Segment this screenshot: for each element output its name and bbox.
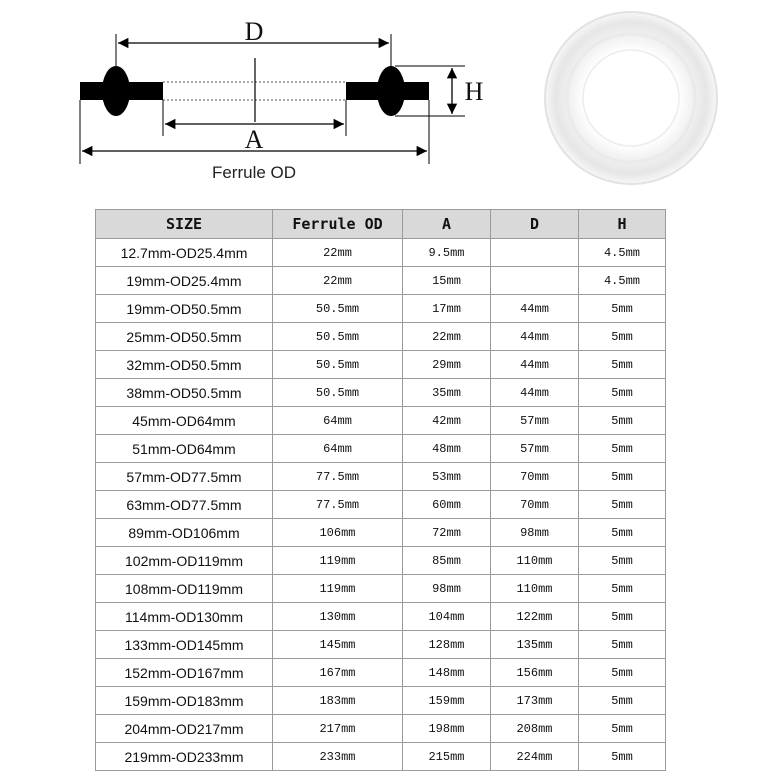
table-row (96, 659, 666, 687)
d-cell (491, 267, 579, 295)
ferrule-od-cell: 64mm (273, 407, 403, 435)
size-cell: 38mm-OD50.5mm (96, 379, 273, 407)
table-row (96, 351, 666, 379)
a-cell: 148mm (403, 659, 491, 687)
size-cell: 152mm-OD167mm (96, 659, 273, 687)
d-cell (491, 239, 579, 267)
a-cell: 72mm (403, 519, 491, 547)
d-cell: 98mm (491, 519, 579, 547)
ferrule-od-cell: 22mm (273, 239, 403, 267)
table-row (96, 519, 666, 547)
a-cell: 9.5mm (403, 239, 491, 267)
ferrule-od-cell: 119mm (273, 575, 403, 603)
table-header-row (96, 210, 666, 239)
h-cell: 5mm (579, 323, 666, 351)
size-cell: 12.7mm-OD25.4mm (96, 239, 273, 267)
h-cell: 5mm (579, 547, 666, 575)
a-cell: 104mm (403, 603, 491, 631)
table-row (96, 239, 666, 267)
a-cell: 159mm (403, 687, 491, 715)
a-cell: 15mm (403, 267, 491, 295)
ferrule-od-cell: 50.5mm (273, 323, 403, 351)
size-cell: 32mm-OD50.5mm (96, 351, 273, 379)
h-cell: 5mm (579, 743, 666, 771)
a-cell: 22mm (403, 323, 491, 351)
d-cell: 208mm (491, 715, 579, 743)
h-cell: 5mm (579, 519, 666, 547)
size-cell: 19mm-OD50.5mm (96, 295, 273, 323)
table-row (96, 687, 666, 715)
h-cell: 5mm (579, 575, 666, 603)
ferrule-od-cell: 106mm (273, 519, 403, 547)
d-cell: 156mm (491, 659, 579, 687)
ferrule-od-cell: 119mm (273, 547, 403, 575)
size-cell: 19mm-OD25.4mm (96, 267, 273, 295)
table-row (96, 491, 666, 519)
ferrule-od-cell: 77.5mm (273, 491, 403, 519)
ferrule-od-cell: 233mm (273, 743, 403, 771)
size-cell: 57mm-OD77.5mm (96, 463, 273, 491)
table-row (96, 379, 666, 407)
ferrule-od-cell: 64mm (273, 435, 403, 463)
h-cell: 5mm (579, 295, 666, 323)
h-cell: 5mm (579, 463, 666, 491)
table-row (96, 715, 666, 743)
ferrule-od-cell: 217mm (273, 715, 403, 743)
size-cell: 114mm-OD130mm (96, 603, 273, 631)
h-cell: 5mm (579, 407, 666, 435)
column-header-size: SIZE (96, 210, 273, 239)
table-row (96, 435, 666, 463)
a-cell: 215mm (403, 743, 491, 771)
d-cell: 57mm (491, 407, 579, 435)
gasket-photo (545, 12, 717, 184)
size-cell: 45mm-OD64mm (96, 407, 273, 435)
table-row (96, 463, 666, 491)
d-cell: 110mm (491, 575, 579, 603)
h-cell: 5mm (579, 491, 666, 519)
label-h: H (464, 77, 484, 106)
size-cell: 159mm-OD183mm (96, 687, 273, 715)
column-header-d: D (491, 210, 579, 239)
size-cell: 102mm-OD119mm (96, 547, 273, 575)
a-cell: 198mm (403, 715, 491, 743)
table-row (96, 407, 666, 435)
gasket-diagram (0, 0, 784, 200)
ferrule-od-cell: 50.5mm (273, 351, 403, 379)
h-cell: 5mm (579, 715, 666, 743)
a-cell: 35mm (403, 379, 491, 407)
a-cell: 98mm (403, 575, 491, 603)
column-header-h: H (579, 210, 666, 239)
ferrule-od-cell: 22mm (273, 267, 403, 295)
h-cell: 5mm (579, 379, 666, 407)
a-cell: 128mm (403, 631, 491, 659)
size-cell: 204mm-OD217mm (96, 715, 273, 743)
d-cell: 224mm (491, 743, 579, 771)
a-cell: 60mm (403, 491, 491, 519)
ferrule-od-cell: 50.5mm (273, 295, 403, 323)
h-cell: 4.5mm (579, 267, 666, 295)
d-cell: 44mm (491, 323, 579, 351)
table-row (96, 631, 666, 659)
column-header-ferrule-od: Ferrule OD (273, 210, 403, 239)
d-cell: 70mm (491, 463, 579, 491)
ferrule-od-cell: 183mm (273, 687, 403, 715)
h-cell: 5mm (579, 659, 666, 687)
h-cell: 5mm (579, 435, 666, 463)
size-cell: 51mm-OD64mm (96, 435, 273, 463)
ferrule-od-cell: 167mm (273, 659, 403, 687)
h-cell: 5mm (579, 351, 666, 379)
a-cell: 29mm (403, 351, 491, 379)
table-row (96, 743, 666, 771)
d-cell: 135mm (491, 631, 579, 659)
a-cell: 48mm (403, 435, 491, 463)
ferrule-od-cell: 130mm (273, 603, 403, 631)
size-table (95, 209, 666, 771)
column-header-a: A (403, 210, 491, 239)
ferrule-od-cell: 50.5mm (273, 379, 403, 407)
a-cell: 17mm (403, 295, 491, 323)
a-cell: 42mm (403, 407, 491, 435)
table-row (96, 295, 666, 323)
ferrule-od-cell: 77.5mm (273, 463, 403, 491)
table-row (96, 575, 666, 603)
h-cell: 5mm (579, 687, 666, 715)
table-row (96, 547, 666, 575)
ferrule-od-caption: Ferrule OD (211, 163, 297, 182)
gasket-profile-right (346, 66, 429, 116)
d-cell: 44mm (491, 295, 579, 323)
d-cell: 110mm (491, 547, 579, 575)
h-cell: 5mm (579, 603, 666, 631)
d-cell: 122mm (491, 603, 579, 631)
d-cell: 173mm (491, 687, 579, 715)
d-cell: 70mm (491, 491, 579, 519)
d-cell: 44mm (491, 351, 579, 379)
h-cell: 4.5mm (579, 239, 666, 267)
a-cell: 85mm (403, 547, 491, 575)
a-cell: 53mm (403, 463, 491, 491)
d-cell: 44mm (491, 379, 579, 407)
size-cell: 108mm-OD119mm (96, 575, 273, 603)
table-row (96, 323, 666, 351)
size-cell: 133mm-OD145mm (96, 631, 273, 659)
table-row (96, 267, 666, 295)
size-cell: 89mm-OD106mm (96, 519, 273, 547)
label-d: D (244, 17, 264, 46)
size-cell: 63mm-OD77.5mm (96, 491, 273, 519)
gasket-profile-left (80, 66, 163, 116)
label-a: A (244, 125, 264, 154)
ferrule-od-cell: 145mm (273, 631, 403, 659)
size-cell: 25mm-OD50.5mm (96, 323, 273, 351)
size-cell: 219mm-OD233mm (96, 743, 273, 771)
h-cell: 5mm (579, 631, 666, 659)
d-cell: 57mm (491, 435, 579, 463)
table-row (96, 603, 666, 631)
